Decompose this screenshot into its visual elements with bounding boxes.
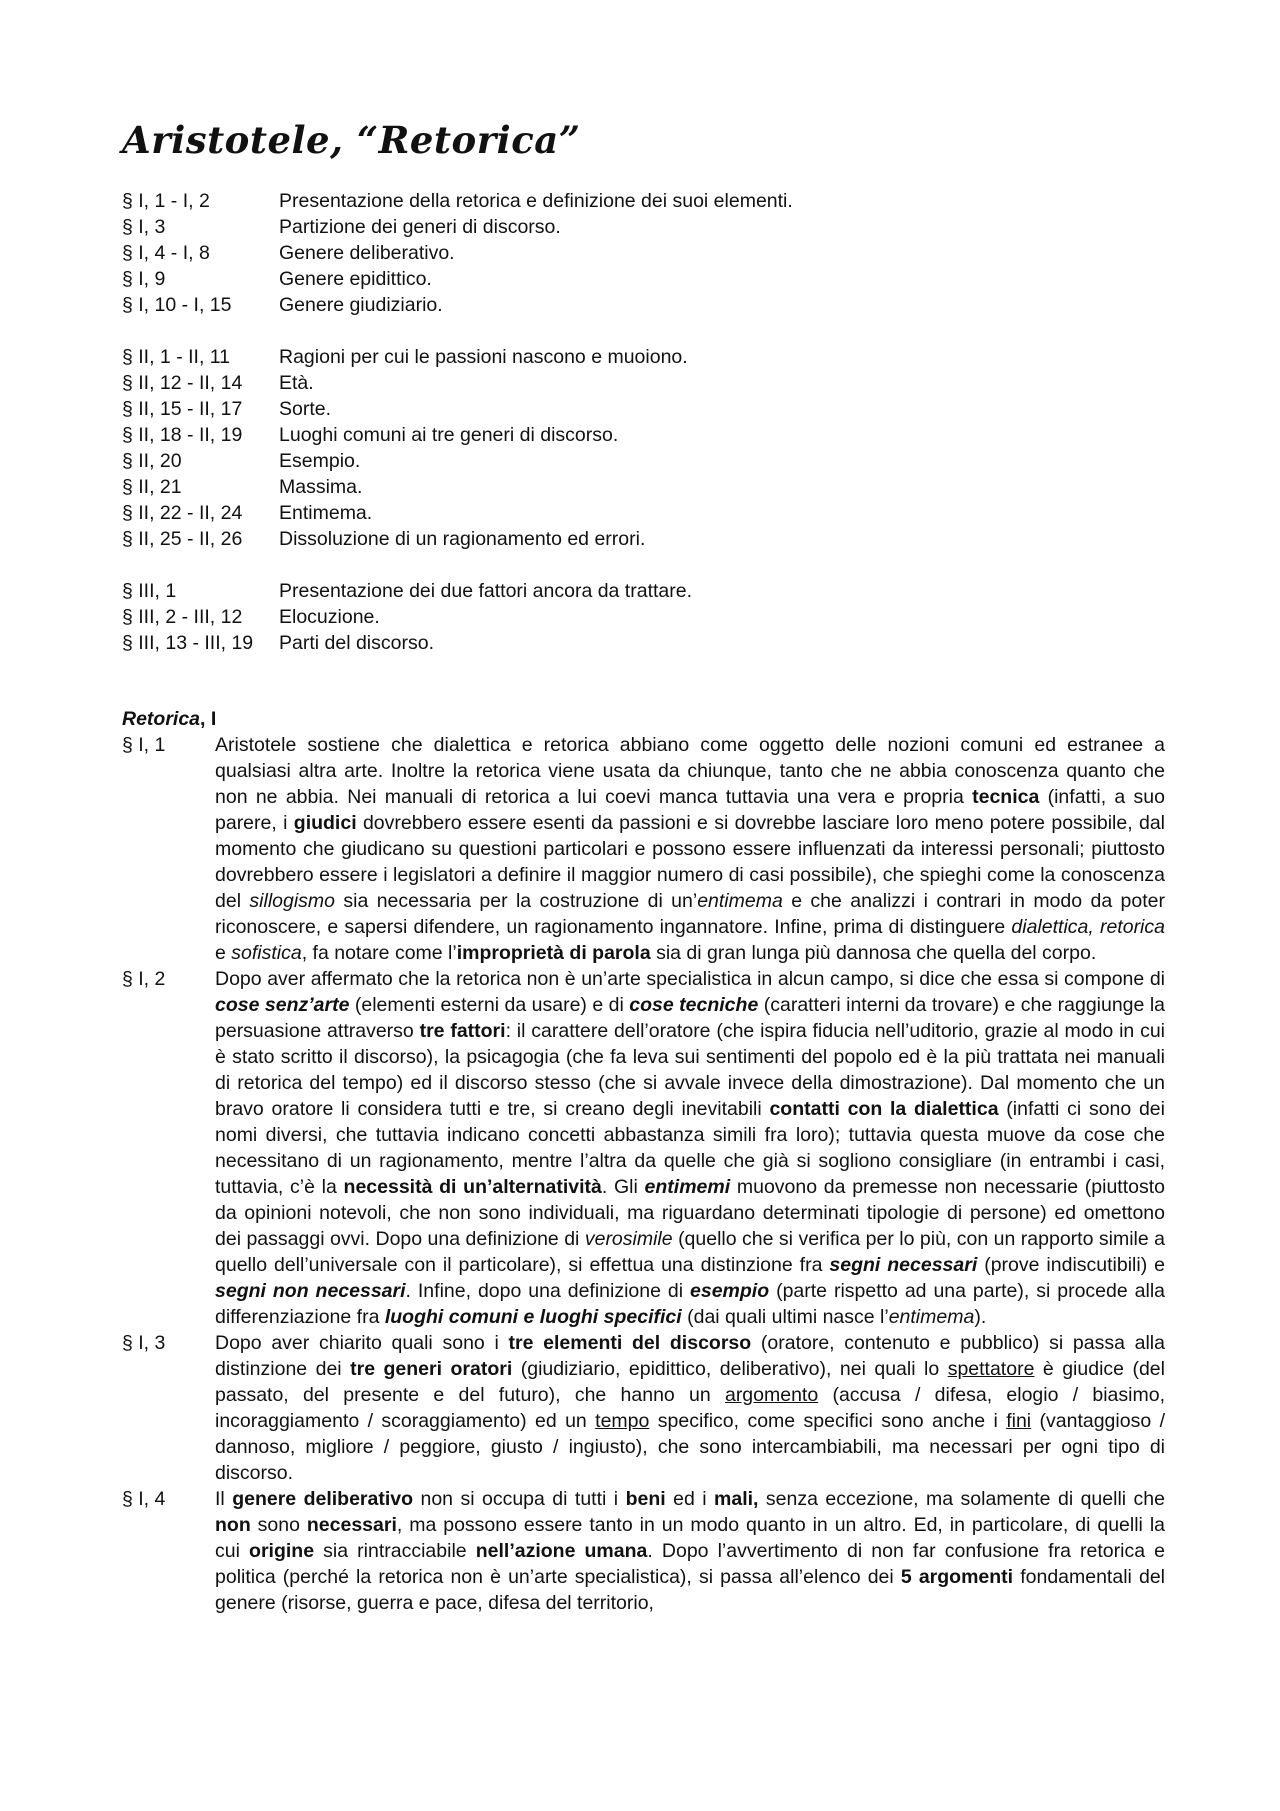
text-run: (quello che si verifica per lo più, con un rapporto simile a quello dell’universale con il particolare), si effettua una distinzione fra <box>215 1228 1165 1276</box>
section-entry <box>122 732 1165 966</box>
text-run: Dopo aver affermato che la retorica non è un’arte specialistica in alcun campo, si dice che essa si compone di <box>215 968 1165 990</box>
toc-desc: Genere deliberativo. <box>279 242 455 264</box>
toc-desc: Luoghi comuni ai tre generi di discorso. <box>279 424 619 446</box>
toc-group <box>122 344 1122 552</box>
text-run: mali, <box>714 1488 759 1510</box>
text-run: non si occupa di tutti i <box>413 1488 626 1510</box>
toc-ref: § I, 9 <box>122 268 166 290</box>
entry-text <box>215 1330 1165 1486</box>
text-run: (infatti, a suo parere, i <box>215 786 1165 834</box>
text-run: (caratteri interni da trovare) e che raggiunge la persuasione attraverso <box>215 994 1165 1042</box>
section-entry <box>122 966 1165 1330</box>
section-entries <box>122 732 1165 1616</box>
text-run: luoghi comuni e luoghi specifici <box>384 1306 682 1328</box>
toc-ref: § II, 22 - II, 24 <box>122 502 243 524</box>
section-entry <box>122 1330 1165 1486</box>
section-title <box>122 706 1165 732</box>
text-run: dovrebbero essere esenti da passioni e si dovrebbe lasciare loro meno potere possibile, dal momento che giudicano su questioni particolari e possono essere influenzati da interessi personali; piuttosto dovrebbero essere i legislatori a definire il maggior numero di casi possibile), che spieghi come la conoscenza del <box>215 812 1166 912</box>
toc-row <box>122 578 1122 604</box>
text-run: sia di gran lunga più dannosa che quella del corpo. <box>650 942 1097 964</box>
text-run: sia rintracciabile <box>314 1540 476 1562</box>
text-run: senza eccezione, ma solamente di quelli che <box>758 1488 1165 1510</box>
entry-ref: § I, 2 <box>122 968 166 990</box>
text-run: origine <box>249 1540 315 1562</box>
toc-row <box>122 292 1122 318</box>
section-retorica-1 <box>122 706 1165 1616</box>
toc-row <box>122 240 1122 266</box>
text-run: (infatti ci sono dei nomi diversi, che tuttavia indicano concetti abbastanza simili fra loro); tuttavia questa muove da cose che necessitano di un ragionamento, mentre l’altra da quelle che già si sogliono consigliare (in entrambi i casi, tuttavia, c’è la <box>215 1098 1165 1198</box>
text-run: (vantaggioso / dannoso, migliore / peggiore, giusto / ingiusto), che sono intercambiabili, ma necessari per ogni tipo di discorso. <box>215 1410 1165 1484</box>
toc-row <box>122 422 1122 448</box>
toc-desc: Partizione dei generi di discorso. <box>279 216 561 238</box>
text-run: . Gli <box>601 1176 645 1198</box>
text-run: necessità di un’alternatività <box>343 1176 602 1198</box>
toc-row <box>122 266 1122 292</box>
text-run: (giudiziario, epidittico, deliberativo), nei quali lo <box>512 1358 948 1380</box>
text-run: necessari <box>306 1514 397 1536</box>
text-run: genere deliberativo <box>232 1488 414 1510</box>
toc-desc: Presentazione dei due fattori ancora da trattare. <box>279 580 693 602</box>
text-run: tre fattori <box>419 1020 506 1042</box>
text-run: dialettica, retorica <box>1011 916 1165 938</box>
text-run: spettatore <box>947 1358 1035 1380</box>
section-title-rest: , I <box>200 708 217 730</box>
entry-text <box>215 732 1165 966</box>
text-run: : il carattere dell’oratore (che ispira fiducia nell’uditorio, grazie al modo in cui è stato scritto il discorso), la psicagogia (che fa leva sui sentimenti del popolo ed è la più trattata nei manuali di retorica del tempo) ed il discorso stesso (che si avvale invece della dimostrazione). Dal momento che un bravo oratore li considera tutti e tre, si creano degli inevitabili <box>215 1020 1166 1120</box>
toc-desc: Entimema. <box>279 502 373 524</box>
toc-row <box>122 526 1122 552</box>
text-run: (elementi esterni da usare) e di <box>349 994 630 1016</box>
entry-text <box>215 966 1165 1330</box>
text-run: beni <box>625 1488 666 1510</box>
toc-desc: Sorte. <box>279 398 332 420</box>
toc-row <box>122 396 1122 422</box>
text-run: fini <box>1006 1410 1032 1432</box>
text-run: tecnica <box>972 786 1040 808</box>
toc-ref: § III, 2 - III, 12 <box>122 606 243 628</box>
toc-ref: § II, 20 <box>122 450 182 472</box>
document-title: Aristotele, “Retorica” <box>122 118 581 162</box>
text-run: fondamentali del genere (risorse, guerra e pace, difesa del territorio, <box>215 1566 1165 1614</box>
toc-ref: § II, 25 - II, 26 <box>122 528 243 550</box>
text-run: Aristotele sostiene che dialettica e retorica abbiano come oggetto delle nozioni comuni ed estranee a qualsiasi altra arte. Inoltre la retorica viene usata da chiunque, tanto che ne abbia conoscenza quanto che non ne abbia. Nei manuali di retorica a lui coevi manca tuttavia una vera e propria <box>215 734 1165 808</box>
toc-desc: Presentazione della retorica e definizione dei suoi elementi. <box>279 190 793 212</box>
text-run: (dai quali ultimi nasce l’ <box>681 1306 889 1328</box>
text-run: cose senz’arte <box>215 994 350 1016</box>
text-run: improprietà di parola <box>456 942 651 964</box>
section-entry <box>122 1486 1165 1616</box>
text-run: entimemi <box>644 1176 731 1198</box>
toc-desc: Ragioni per cui le passioni nascono e muoiono. <box>279 346 688 368</box>
text-run: sono <box>250 1514 307 1536</box>
toc-row <box>122 370 1122 396</box>
toc-row <box>122 604 1122 630</box>
toc-row <box>122 214 1122 240</box>
toc-ref: § III, 1 <box>122 580 177 602</box>
text-run: muovono da premesse non necessarie (piuttosto da opinioni notevoli, che non sono individuali, ma riguardano determinati tipologie di persone) ed omettono dei passaggi ovvi. Dopo una definizione di <box>215 1176 1165 1250</box>
text-run: entimema <box>697 890 783 912</box>
toc-ref: § I, 1 - I, 2 <box>122 190 210 212</box>
text-run: non <box>215 1514 251 1536</box>
text-run: sillogismo <box>249 890 336 912</box>
text-run: contatti con la dialettica <box>769 1098 999 1120</box>
toc-desc: Dissoluzione di un ragionamento ed errori. <box>279 528 646 550</box>
text-run: , fa notare come l’ <box>301 942 457 964</box>
toc-ref: § II, 18 - II, 19 <box>122 424 243 446</box>
toc-desc: Elocuzione. <box>279 606 380 628</box>
toc-ref: § II, 21 <box>122 476 182 498</box>
toc-group <box>122 188 1122 318</box>
entry-ref: § I, 4 <box>122 1488 166 1510</box>
toc-row <box>122 500 1122 526</box>
entry-ref: § I, 3 <box>122 1332 166 1354</box>
toc-desc: Genere epidittico. <box>279 268 432 290</box>
text-run: 5 argomenti <box>900 1566 1014 1588</box>
text-run: argomento <box>724 1384 819 1406</box>
toc-ref: § I, 4 - I, 8 <box>122 242 210 264</box>
text-run: segni non necessari <box>215 1280 406 1302</box>
section-title-italic: Retorica <box>122 708 201 730</box>
text-run: . Dopo l’avvertimento di non far confusione fra retorica e politica (perché la retorica non è un’arte specialistica), si passa all’elenco dei <box>215 1540 1165 1588</box>
toc-ref: § II, 15 - II, 17 <box>122 398 243 420</box>
text-run: tempo <box>595 1410 650 1432</box>
entry-text <box>215 1486 1165 1616</box>
text-run: sia necessaria per la costruzione di un’ <box>335 890 698 912</box>
text-run: (prove indiscutibili) e <box>977 1254 1165 1276</box>
toc-row <box>122 630 1122 656</box>
toc-ref: § I, 3 <box>122 216 166 238</box>
toc-ref: § II, 12 - II, 14 <box>122 372 243 394</box>
entry-ref: § I, 1 <box>122 734 166 756</box>
toc-desc: Età. <box>279 372 314 394</box>
text-run: specifico, come specifici sono anche i <box>649 1410 1007 1432</box>
text-run: tre elementi del discorso <box>508 1332 752 1354</box>
text-run: cose tecniche <box>629 994 759 1016</box>
toc-row <box>122 448 1122 474</box>
text-run: (accusa / difesa, elogio / biasimo, incoraggiamento / scoraggiamento) ed un <box>215 1384 1165 1432</box>
text-run: ed i <box>665 1488 715 1510</box>
text-run: verosimile <box>584 1228 673 1250</box>
text-run: e <box>215 942 232 964</box>
toc-ref: § II, 1 - II, 11 <box>122 346 231 368</box>
table-of-contents <box>122 188 1122 682</box>
toc-row <box>122 344 1122 370</box>
text-run: e che analizzi i contrari in modo da poter riconoscere, e sapersi difendere, un ragionamento ingannatore. Infine, prima di distinguere <box>215 890 1165 938</box>
text-run: (oratore, contenuto e pubblico) si passa alla distinzione dei <box>215 1332 1165 1380</box>
text-run: nell’azione umana <box>475 1540 648 1562</box>
text-run: sofistica <box>231 942 302 964</box>
text-run: , ma possono essere tanto in un modo quanto in un altro. Ed, in particolare, di quelli la cui <box>215 1514 1165 1562</box>
toc-desc: Genere giudiziario. <box>279 294 443 316</box>
toc-ref: § I, 10 - I, 15 <box>122 294 232 316</box>
toc-ref: § III, 13 - III, 19 <box>122 632 254 654</box>
text-run: tre generi oratori <box>350 1358 513 1380</box>
text-run: . Infine, dopo una definizione di <box>405 1280 691 1302</box>
text-run: è giudice (del passato, del presente e del futuro), che hanno un <box>215 1358 1165 1406</box>
toc-row <box>122 188 1122 214</box>
text-run: giudici <box>293 812 357 834</box>
text-run: ). <box>974 1306 987 1328</box>
toc-desc: Massima. <box>279 476 363 498</box>
text-run: (parte rispetto ad una parte), si procede alla differenziazione fra <box>215 1280 1165 1328</box>
toc-desc: Parti del discorso. <box>279 632 434 654</box>
toc-desc: Esempio. <box>279 450 361 472</box>
toc-group <box>122 578 1122 656</box>
text-run: esempio <box>690 1280 770 1302</box>
toc-row <box>122 474 1122 500</box>
text-run: segni necessari <box>829 1254 978 1276</box>
text-run: Dopo aver chiarito quali sono i <box>215 1332 509 1354</box>
text-run: entimema <box>888 1306 975 1328</box>
text-run: Il <box>215 1488 233 1510</box>
